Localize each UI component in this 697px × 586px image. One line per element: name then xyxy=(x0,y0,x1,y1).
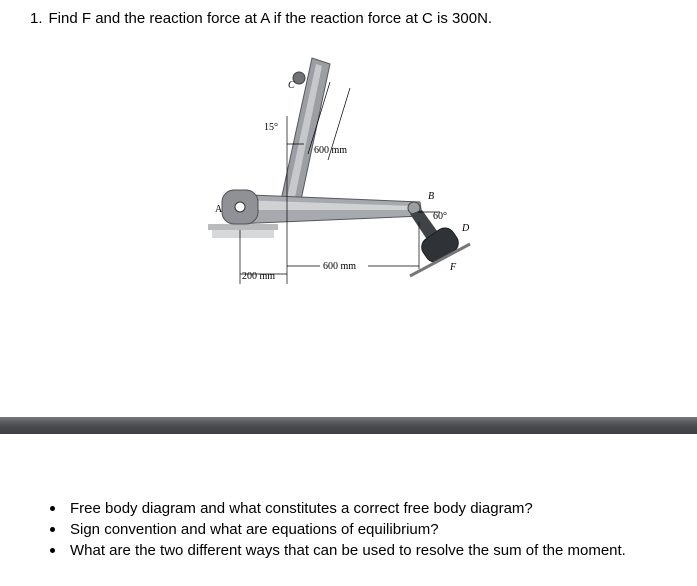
label-c: C xyxy=(288,80,295,91)
label-b: B xyxy=(428,191,435,202)
label-f: F xyxy=(450,262,457,273)
list-item: What are the two different ways that can be used to resolve the sum of the moment. xyxy=(48,540,626,561)
label-d: D xyxy=(462,223,470,234)
dimension-lines xyxy=(240,82,440,284)
mechanism-figure xyxy=(200,44,490,294)
label-dim-beam: 600 mm xyxy=(323,261,357,272)
section-divider xyxy=(0,417,697,434)
list-item: Sign convention and what are equations of equilibrium? xyxy=(48,519,626,540)
label-dim-arm: 600 mm xyxy=(314,145,348,156)
list-item: Free body diagram and what constitutes a correct free body diagram? xyxy=(48,498,626,519)
question xyxy=(30,10,492,28)
pin-a xyxy=(235,202,245,212)
label-angle-b: 60° xyxy=(433,211,447,222)
ground-support-a xyxy=(208,224,278,238)
label-angle-c: 15° xyxy=(264,122,278,133)
question-text: Find F and the reaction force at A if the reaction force at C is 300N. xyxy=(48,10,493,27)
label-a: A xyxy=(215,204,223,215)
label-dim-offset: 200 mm xyxy=(242,271,276,282)
mechanism-diagram xyxy=(200,44,490,294)
question-number: 1. xyxy=(30,10,43,27)
pin-c xyxy=(293,72,305,84)
horizontal-beam xyxy=(222,190,422,224)
lever-arm xyxy=(278,58,330,214)
discussion-list xyxy=(48,498,626,561)
